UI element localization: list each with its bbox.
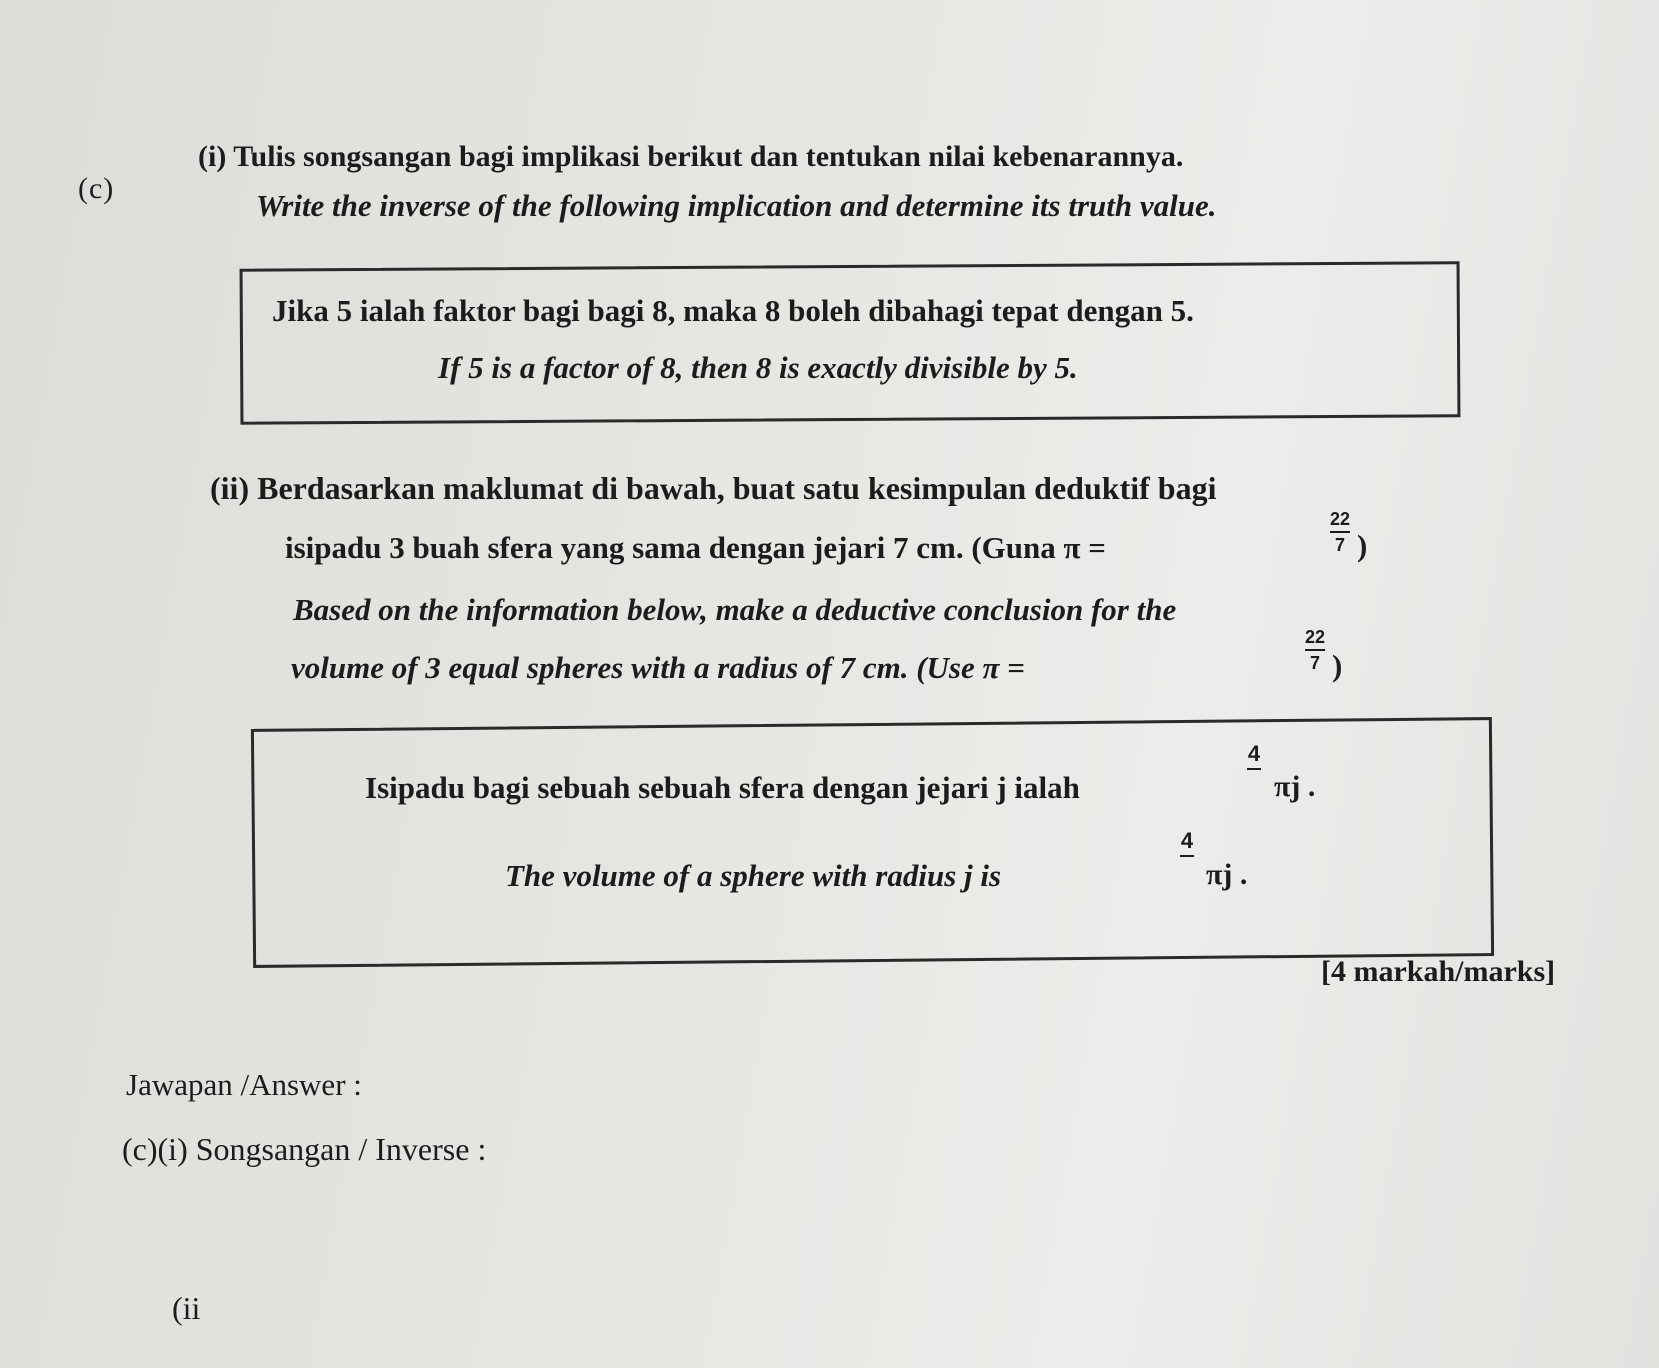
four-thirds-fraction-malay xyxy=(1247,743,1261,773)
answer-label: Jawapan /Answer : xyxy=(126,1067,362,1102)
answer-part-i-label: (c)(i) Songsangan / Inverse : xyxy=(122,1131,487,1167)
question-label: (c) xyxy=(78,172,115,205)
part-i-instruction-english: Write the inverse of the following implication and determine its truth value. xyxy=(256,188,1217,223)
pi-numerator: 22 xyxy=(1330,509,1351,529)
fraction-bar xyxy=(1305,649,1325,651)
answer-part-ii-label: (ii xyxy=(172,1290,201,1326)
sphere-volume-english: The volume of a sphere with radius j is xyxy=(505,858,1002,893)
part-ii-instruction-english-line2: volume of 3 equal spheres with a radius of 7 cm. (Use π = xyxy=(291,650,1025,685)
close-paren: ) xyxy=(1357,528,1368,563)
pi-denominator: 7 xyxy=(1335,535,1346,555)
part-ii-instruction-english-line1: Based on the information below, make a deductive conclusion for the xyxy=(293,592,1177,627)
pi-fraction-malay xyxy=(1330,510,1350,554)
marks-label: [4 markah/marks] xyxy=(1321,955,1556,988)
sphere-volume-malay: Isipadu bagi sebuah sebuah sfera dengan jejari j ialah xyxy=(365,770,1080,805)
implication-box xyxy=(240,261,1461,424)
formula-numerator: 4 xyxy=(1180,828,1194,853)
pi-fraction-english xyxy=(1305,628,1325,672)
sphere-volume-box xyxy=(251,717,1494,968)
part-i-instruction-malay: (i) Tulis songsangan bagi implikasi berikut dan tentukan nilai kebenarannya. xyxy=(198,140,1184,173)
formula-tail-malay: πj . xyxy=(1274,770,1316,803)
implication-english: If 5 is a factor of 8, then 8 is exactly divisible by 5. xyxy=(438,350,1078,385)
formula-tail-english: πj . xyxy=(1206,858,1248,891)
pi-denominator: 7 xyxy=(1310,653,1321,673)
fraction-bar xyxy=(1247,768,1261,770)
close-paren: ) xyxy=(1332,648,1343,683)
fraction-bar xyxy=(1180,855,1194,857)
part-ii-instruction-malay-line1: (ii) Berdasarkan maklumat di bawah, buat satu kesimpulan deduktif bagi xyxy=(210,470,1217,506)
pi-numerator: 22 xyxy=(1305,627,1326,647)
part-ii-instruction-malay-line2: isipadu 3 buah sfera yang sama dengan jejari 7 cm. (Guna π = xyxy=(285,530,1106,565)
four-thirds-fraction-english xyxy=(1180,830,1194,860)
formula-numerator: 4 xyxy=(1247,741,1261,766)
fraction-bar xyxy=(1330,531,1350,533)
implication-malay: Jika 5 ialah faktor bagi bagi 8, maka 8 boleh dibahagi tepat dengan 5. xyxy=(272,293,1194,328)
